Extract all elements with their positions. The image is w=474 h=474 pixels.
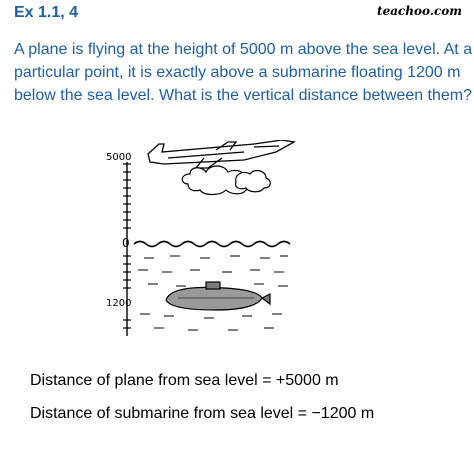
sea-level-waves: [134, 242, 290, 247]
question-line: particular point, it is exactly above a submarine floating 1200 m: [14, 64, 461, 81]
cloud-icon: [182, 166, 270, 195]
exercise-title: Ex 1.1, 4: [14, 4, 79, 21]
question-line: below the sea level. What is the vertical distance between them?: [14, 87, 473, 104]
answer-line-plane: Distance of plane from sea level = +5000 m: [30, 372, 339, 389]
airplane-icon: [148, 140, 294, 168]
scale-label-zero: 0: [122, 236, 130, 250]
scale-label-top: 5000: [106, 152, 132, 163]
brand-logo: teachoo.com: [377, 4, 462, 18]
answer-line-submarine: Distance of submarine from sea level = −1200 m: [30, 405, 375, 422]
plane-submarine-figure: [104, 140, 304, 340]
question-line: A plane is flying at the height of 5000 m above the sea level. At a: [14, 41, 473, 58]
scale-label-bottom: 1200: [106, 298, 132, 309]
question-text: [14, 38, 473, 107]
